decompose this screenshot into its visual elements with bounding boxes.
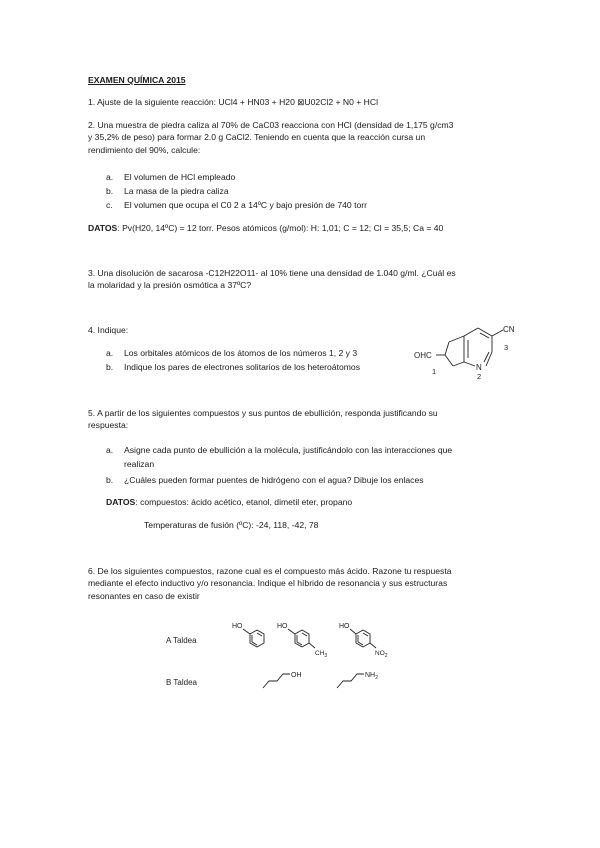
methyl-label: $CH_3$ (315, 650, 328, 659)
q6-structures (160, 615, 430, 695)
row-b-label: B Taldea (166, 678, 197, 687)
q2-datos-text: : Pv(H20, 14ºC) = 12 torr. Pesos atómicos (g/mol): H: 1,01; C = 12; Cl = 35,5; Ca = 40 (117, 223, 444, 233)
exam-title: EXAMEN QUÍMICA 2015 (88, 75, 186, 85)
question-6 (88, 565, 452, 602)
q3-line-2: la molaridad y la presión osmótica a 37ºC? (88, 280, 252, 291)
q2-datos (88, 222, 443, 234)
cresol-ho-label: HO (277, 623, 288, 630)
q4-heading: 4. Indique: (88, 325, 129, 335)
propanol-oh-label: OH (291, 672, 302, 679)
cn-label: CN (503, 325, 515, 334)
question-2 (88, 119, 453, 156)
q5-temperatures: Temperaturas de fusión (ºC): -24, 118, -42, 78 (144, 520, 319, 530)
q6-line-3: resonantes en caso de existir (88, 590, 200, 601)
q5-datos (106, 496, 352, 508)
q5-line-1: 5. A partir de los siguientes compuestos y sus puntos de ebullición, responda justificando su (88, 408, 438, 418)
atom-number-3: 3 (504, 343, 509, 352)
question-5 (88, 407, 438, 432)
atom-number-1: 1 (432, 367, 437, 376)
q4-molecule-structure (412, 322, 524, 384)
atom-number-2: 2 (477, 372, 482, 381)
row-a-label: A Taldea (166, 636, 197, 645)
propylamine-nh2-label: $NH_2$ (365, 672, 378, 681)
q6-line-1: 6. De los siguientes compuestos, razone cual es el compuesto más ácido. Razone tu respuesta (88, 566, 452, 576)
q2-line-2: y 35,2% de peso) para formar 2.0 g CaCl2. Teniendo en cuenta que la reacción cursa un (88, 132, 426, 143)
q5-datos-text: : compuestos: ácido acético, etanol, dimetil eter, propano (135, 497, 353, 507)
nitrogen-label: N (476, 363, 482, 372)
q6-line-2: mediante el efecto inductivo y/o resonancia. Indique el híbrido de resonancia y sus estructuras (88, 578, 448, 589)
question-1: 1. Ajuste de la siguiente reacción: UCl4 + HN03 + H20 ⊠U02Cl2 + N0 + HCl (88, 97, 378, 107)
q5-datos-label: DATOS (106, 497, 136, 507)
ohc-label: OHC (414, 351, 432, 360)
q2-line-1: 2. Una muestra de piedra caliza al 70% de CaC03 reacciona con HCl (densidad de 1,175 g/cm3 (88, 120, 454, 130)
phenol-ho-label: HO (232, 623, 243, 630)
q5-line-2: respuesta: (88, 420, 129, 431)
question-3 (88, 267, 456, 292)
nitrophenol-ho-label: HO (339, 623, 350, 630)
nitro-label: $NO_2$ (375, 650, 388, 659)
q2-line-3: rendimiento del 90%, calcule: (88, 144, 201, 155)
q3-line-1: 3. Una disolución de sacarosa -C12H22O11- al 10% tiene una densidad de 1.040 g/ml. ¿Cuál es (88, 268, 456, 278)
q2-datos-label: DATOS (88, 223, 118, 233)
